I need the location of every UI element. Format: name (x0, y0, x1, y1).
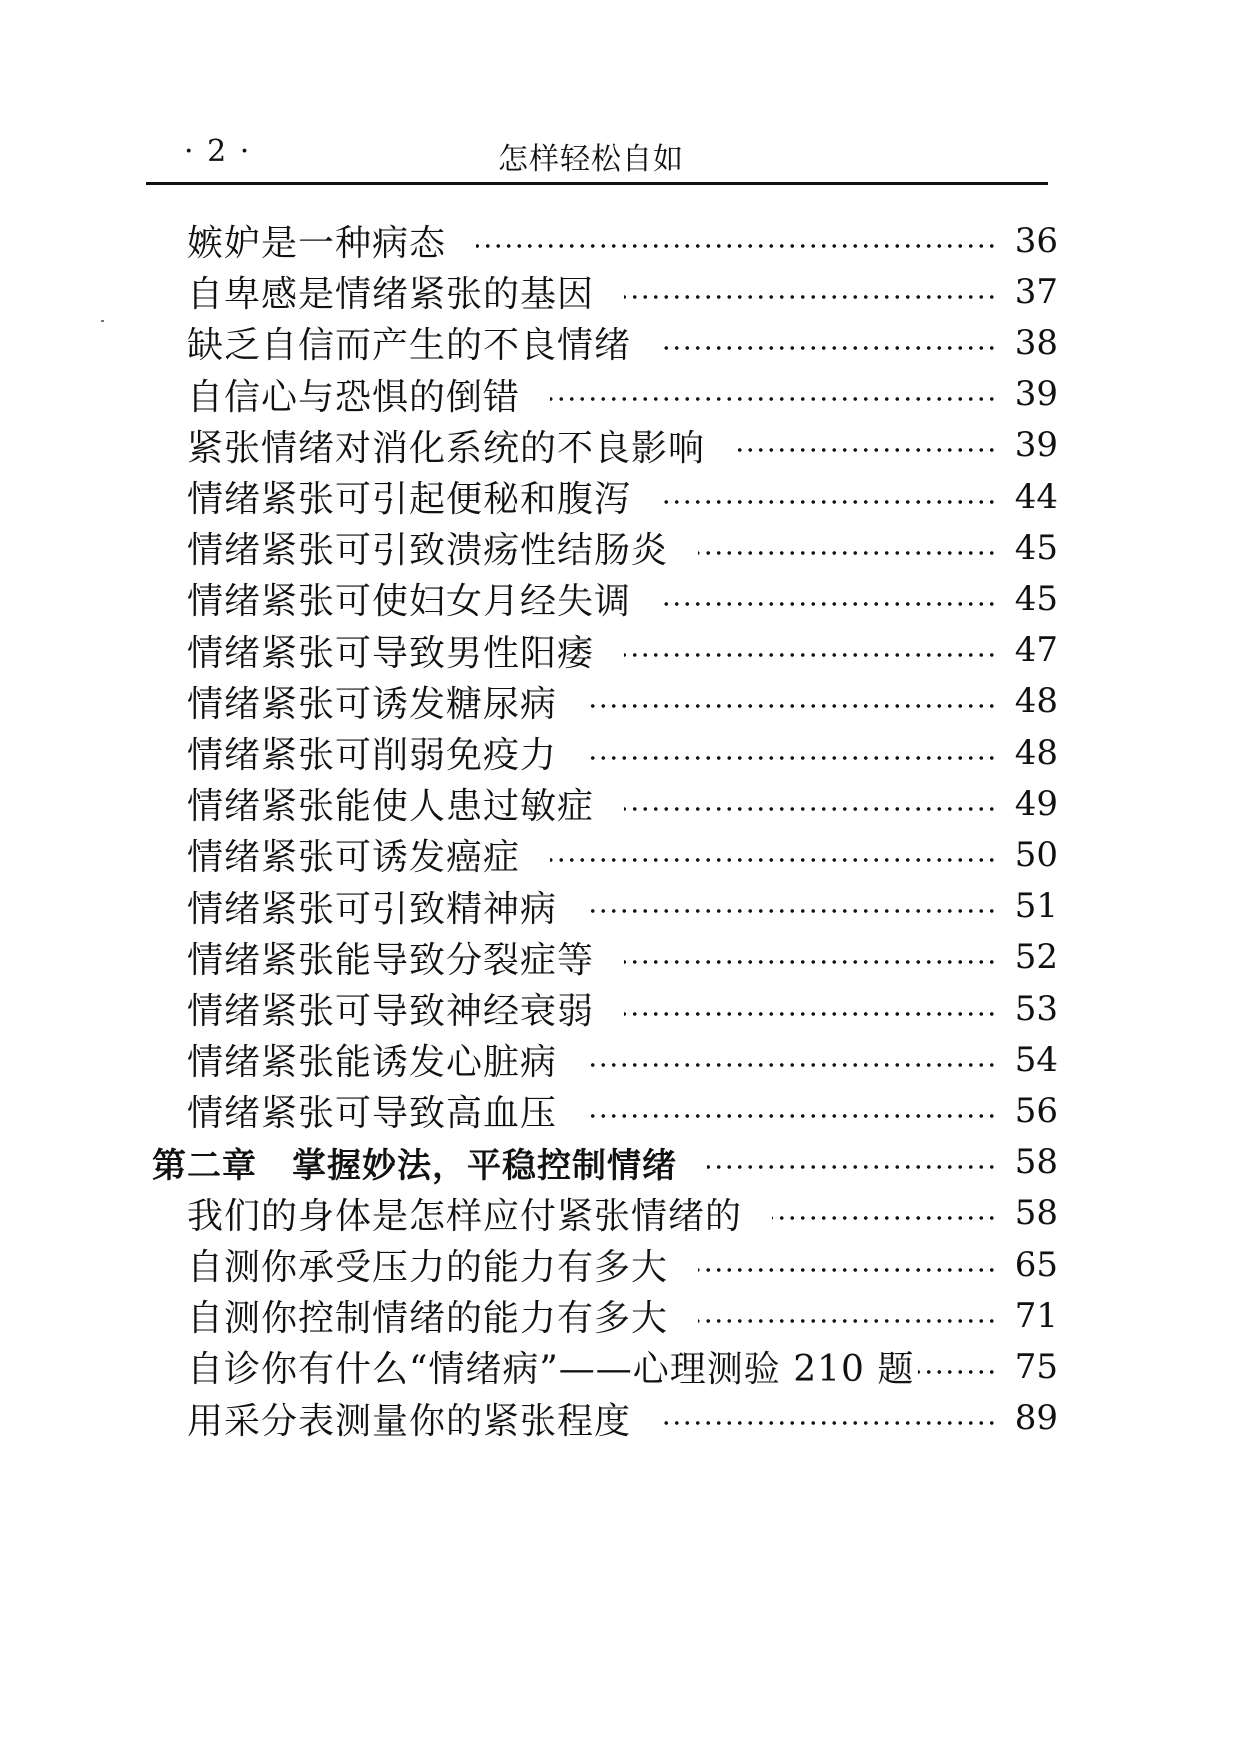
toc-entry (0, 417, 1240, 474)
toc-dot-leader (624, 652, 997, 658)
toc-chapter-title: 第二章 掌握妙法，平稳控制情绪 (152, 1145, 677, 1186)
toc-entry-title: 情绪紧张能使人患过敏症 (187, 786, 595, 828)
toc-entry-title: 情绪紧张可使妇女月经失调 (187, 581, 632, 623)
toc-entry (0, 1338, 1240, 1395)
toc-page-number: 54 (1014, 1039, 1058, 1080)
toc-entry-title: 情绪紧张可削弱免疫力 (187, 735, 558, 776)
toc-entry (0, 263, 1240, 320)
toc-entry (0, 980, 1240, 1037)
toc-page-number: 37 (1014, 271, 1058, 312)
toc-page-number: 65 (1014, 1244, 1058, 1285)
toc-dot-leader (918, 1369, 997, 1375)
toc-page-number: 53 (1014, 988, 1058, 1029)
toc-dot-leader (587, 1113, 997, 1119)
header-rule (146, 182, 1048, 185)
toc-entry (0, 775, 1240, 832)
toc-page-number: 58 (1014, 1142, 1058, 1183)
toc-dot-leader (661, 1420, 997, 1426)
toc-entry-title: 我们的身体是怎样应付紧张情绪的 (187, 1195, 743, 1237)
toc-dot-leader (587, 1062, 997, 1068)
toc-page-number: 50 (1014, 834, 1058, 875)
toc-entry-title: 情绪紧张可导致神经衰弱 (187, 991, 595, 1032)
page-header (146, 128, 1048, 180)
toc-entry-title: 情绪紧张能诱发心脏病 (187, 1042, 558, 1084)
toc-entry (0, 366, 1240, 423)
toc-entry (0, 519, 1240, 576)
toc-dot-leader (707, 1164, 997, 1170)
toc-entry-title: 自诊你有什么“情绪病”——心理测验 210 题 (187, 1349, 915, 1391)
toc-dot-leader (624, 1011, 997, 1017)
toc-dot-leader (735, 447, 997, 453)
toc-page-number: 71 (1014, 1295, 1058, 1336)
toc-page-number: 45 (1014, 527, 1058, 568)
toc-page-number: 56 (1014, 1090, 1058, 1131)
toc-dot-leader (624, 959, 997, 965)
toc-page-number: 49 (1014, 783, 1058, 824)
toc-entry (0, 1082, 1240, 1139)
toc-entry (0, 1287, 1240, 1344)
toc-dot-leader (661, 499, 997, 505)
toc-entry (0, 1185, 1240, 1242)
toc-page-number: 48 (1014, 681, 1058, 722)
toc-dot-leader (698, 1318, 997, 1324)
toc-entry-title: 情绪紧张可引致精神病 (187, 888, 558, 930)
toc-dot-leader (476, 243, 997, 249)
toc-entry-title: 用采分表测量你的紧张程度 (187, 1400, 632, 1442)
toc-dot-leader (661, 601, 997, 607)
toc-entry (0, 468, 1240, 525)
toc-dot-leader (550, 396, 997, 402)
toc-dot-leader (624, 806, 997, 812)
toc-dot-leader (624, 294, 997, 300)
toc-entry-title: 自测你承受压力的能力有多大 (187, 1247, 669, 1288)
toc-entry-title: 缺乏自信而产生的不良情绪 (187, 325, 632, 367)
running-title: 怎样轻松自如 (498, 142, 684, 177)
toc-entry (0, 622, 1240, 679)
toc-entry-title: 情绪紧张可导致高血压 (187, 1093, 558, 1135)
toc-dot-leader (587, 703, 997, 709)
toc-entry (0, 878, 1240, 935)
toc-page-number: 58 (1014, 1193, 1058, 1234)
toc-page-number: 38 (1014, 322, 1058, 363)
toc-page-number: 36 (1014, 220, 1058, 261)
toc-dot-leader (550, 857, 997, 863)
toc-dot-leader (698, 1267, 997, 1273)
toc-page-number: 75 (1014, 1346, 1058, 1387)
toc-entry-title: 自卑感是情绪紧张的基因 (187, 274, 595, 316)
toc-dot-leader (772, 1215, 997, 1221)
toc-entry (0, 1390, 1240, 1447)
toc-page-number: 45 (1014, 578, 1058, 619)
toc-page-number: 52 (1014, 937, 1058, 978)
toc-dot-leader (698, 550, 997, 556)
toc-entry-title: 情绪紧张可诱发糖尿病 (187, 683, 558, 725)
toc-entry (0, 570, 1240, 627)
toc-page-number: 51 (1014, 886, 1058, 927)
toc-entry (0, 826, 1240, 883)
toc-page-number: 89 (1014, 1398, 1058, 1439)
toc-chapter-entry (0, 1134, 1240, 1191)
toc-dot-leader (587, 908, 997, 914)
toc-entry-title: 嫉妒是一种病态 (187, 223, 447, 264)
toc-entry-title: 情绪紧张能导致分裂症等 (187, 939, 595, 981)
toc-entry (0, 1031, 1240, 1088)
toc-entry-title: 紧张情绪对消化系统的不良影响 (187, 427, 706, 469)
toc-page-number: 48 (1014, 732, 1058, 773)
toc-entry (0, 929, 1240, 986)
toc-page-number: 47 (1014, 630, 1058, 671)
toc-entry (0, 724, 1240, 781)
toc-entry-title: 情绪紧张可诱发癌症 (187, 837, 521, 879)
toc-entry (0, 212, 1240, 269)
toc-entry (0, 1236, 1240, 1293)
toc-entry-title: 情绪紧张可引致溃疡性结肠炎 (187, 530, 669, 572)
toc-entry-title: 情绪紧张可导致男性阳痿 (187, 632, 595, 674)
toc-entry (0, 673, 1240, 730)
toc-entry (0, 314, 1240, 371)
toc-page-number: 39 (1014, 374, 1058, 415)
page-number: · 2 · (184, 134, 252, 169)
toc-page-number: 39 (1014, 425, 1058, 466)
toc-dot-leader (587, 755, 997, 761)
toc-entry-title: 自测你控制情绪的能力有多大 (187, 1298, 669, 1340)
toc-entry-title: 自信心与恐惧的倒错 (187, 376, 521, 418)
toc-entry-title: 情绪紧张可引起便秘和腹泻 (187, 479, 632, 520)
toc-page-number: 44 (1014, 476, 1058, 517)
toc-dot-leader (661, 345, 997, 351)
